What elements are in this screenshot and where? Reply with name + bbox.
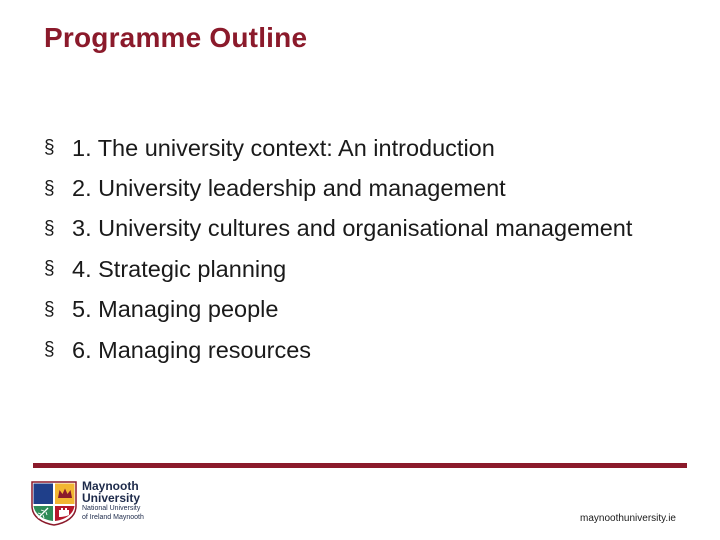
list-item-text: 4. Strategic planning bbox=[72, 255, 287, 282]
list-item bbox=[44, 330, 632, 370]
list-item-text: 6. Managing resources bbox=[72, 336, 312, 363]
bullet-icon: § bbox=[44, 298, 55, 320]
list-item-text: 3. University cultures and organisational management bbox=[72, 215, 633, 242]
list-item-text: 5. Managing people bbox=[72, 296, 279, 323]
logo-line-2: University bbox=[82, 491, 141, 505]
bullet-icon: § bbox=[44, 177, 55, 199]
bullet-icon: § bbox=[44, 137, 55, 159]
logo-sub-1: National University bbox=[82, 505, 141, 512]
list-item bbox=[44, 209, 632, 249]
bullet-icon: § bbox=[44, 339, 55, 361]
list-item-text: 2. University leadership and management bbox=[72, 175, 506, 202]
list-item bbox=[44, 290, 632, 330]
logo-wordmark bbox=[82, 480, 144, 522]
list-item bbox=[44, 249, 632, 289]
website-url: maynoothuniversity.ie bbox=[580, 513, 676, 524]
logo-line-1: Maynooth bbox=[82, 479, 139, 493]
logo-sub-2: of Ireland Maynooth bbox=[82, 514, 144, 521]
list-item-text: 1. The university context: An introduction bbox=[72, 134, 495, 161]
footer-divider bbox=[33, 463, 687, 468]
list-item bbox=[44, 128, 632, 168]
crest-icon bbox=[30, 480, 78, 526]
bullet-icon: § bbox=[44, 258, 55, 280]
list-item bbox=[44, 168, 632, 208]
bullet-list bbox=[44, 128, 632, 370]
bullet-icon: § bbox=[44, 217, 55, 239]
university-logo bbox=[30, 480, 144, 526]
slide-title: Programme Outline bbox=[44, 22, 308, 53]
